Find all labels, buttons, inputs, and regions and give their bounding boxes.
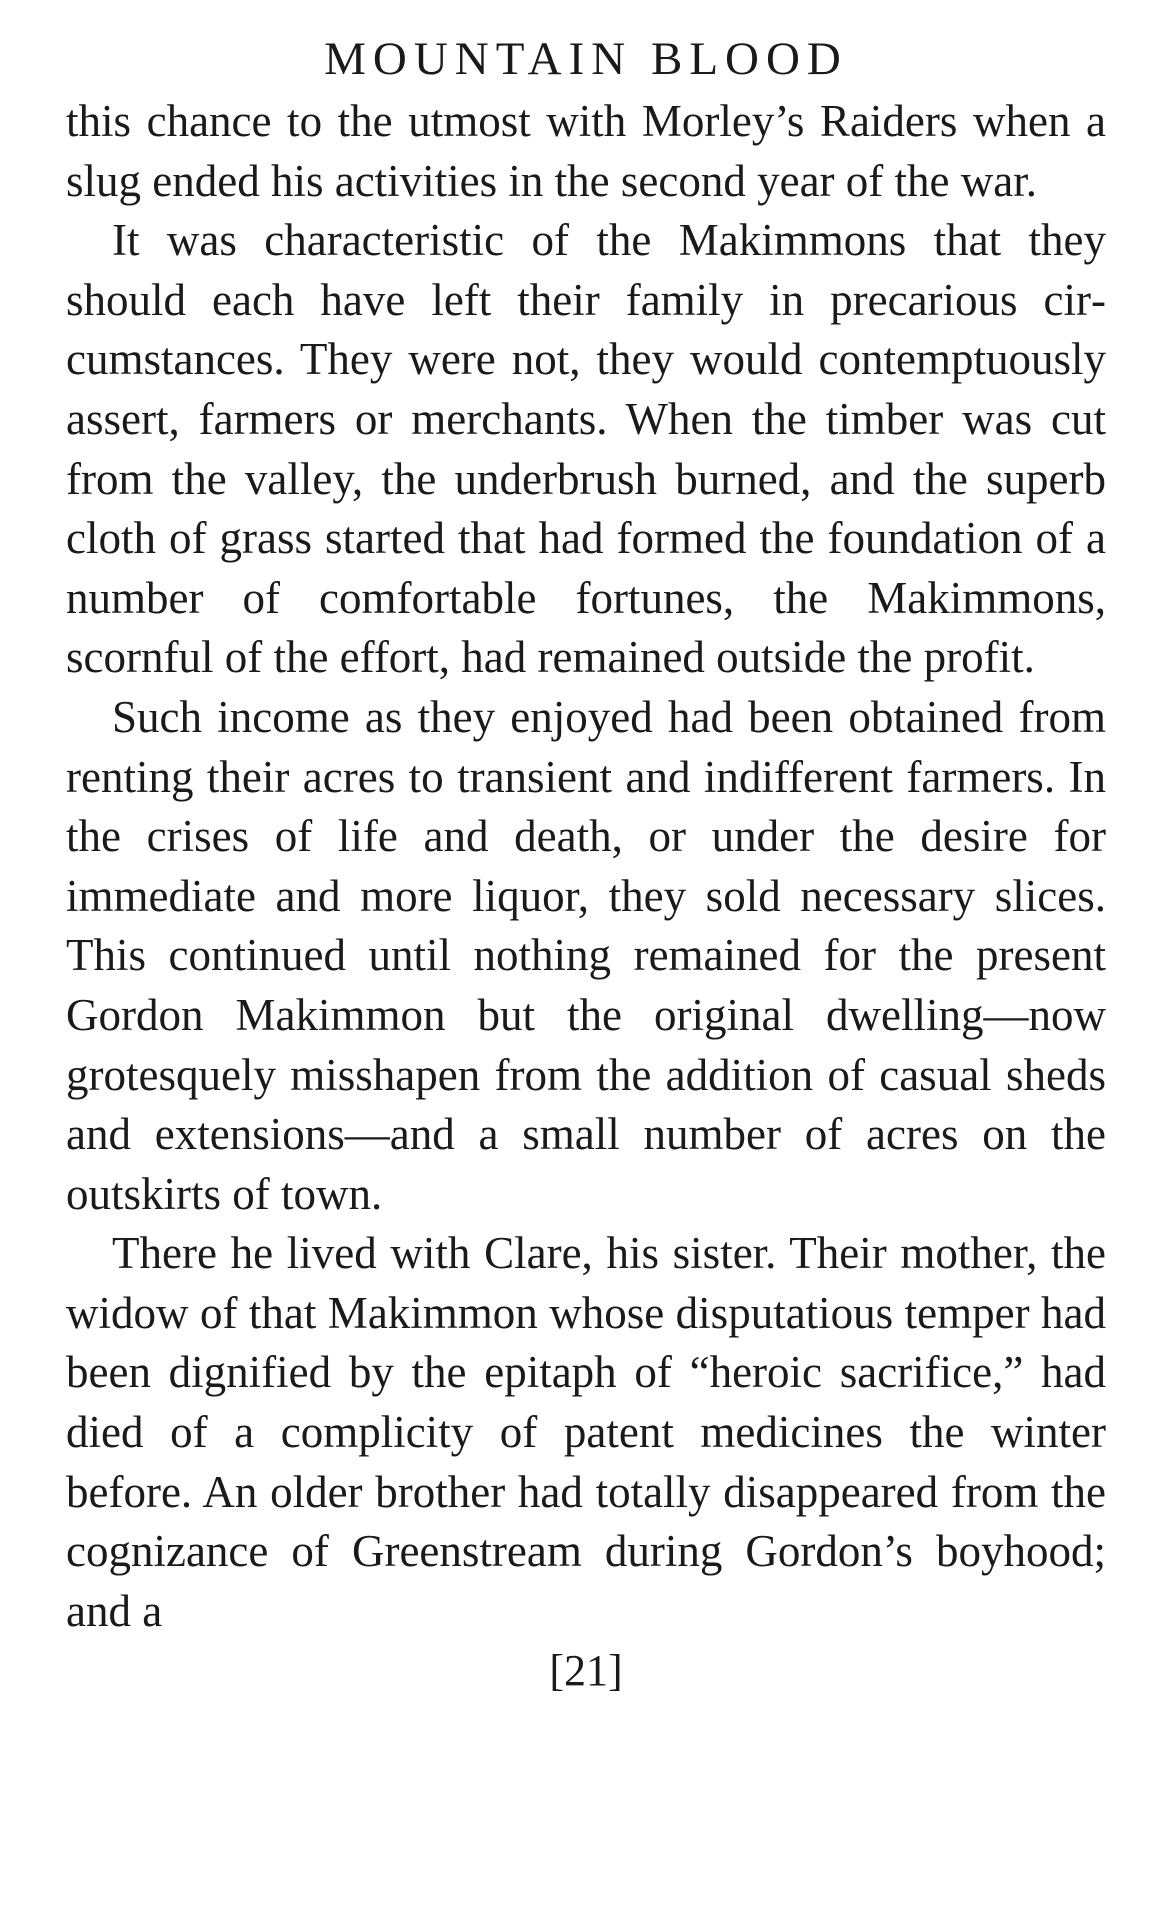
running-title: MOUNTAIN BLOOD xyxy=(324,33,848,85)
paragraph-makimmons-character: It was characteristic of the Makimmons that they should each have left their family in precarious circumstances. They were not, they would contemptuously assert, farmers or merchants. When the timber was cut from the valley, the underbrush burned, and the superb cloth of grass started that had formed the foundation of a number of comfortable fortunes, the Makimmons, scornful of the effort, had remained outside the profit. xyxy=(66,215,1106,683)
book-page xyxy=(66,30,1106,1699)
paragraph-clare: There he lived with Clare, his sister. Their mother, the widow of that Makimmon whose disputatious temper had been dignified by the epitaph of “heroic sacrifice,” had died of a complicity of patent medicines the winter before. An older brother had totally disappeared from the cognizance of Greenstream during Gordon’s boyhood; and a xyxy=(66,1228,1106,1636)
page-number: [21] xyxy=(549,1646,623,1696)
paragraph-income: Such income as they enjoyed had been obtained from renting their acres to transient and indifferent farmers. In the crises of life and death, or under the desire for immediate and more liquor, they sold necessary slices. This continued until nothing remained for the present Gordon Makimmon but the original dwelling—now grotesquely misshapen from the addition of casual sheds and extensions—and a small number of acres on the outskirts of town. xyxy=(66,691,1106,1219)
body-text xyxy=(66,92,1106,1641)
paragraph-continuation: this chance to the utmost with Morley’s Raiders when a slug ended his activities in the second year of the war. xyxy=(66,96,1106,206)
